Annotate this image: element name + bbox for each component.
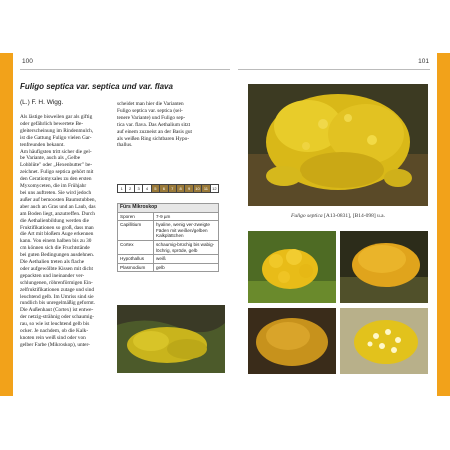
body-text-line: die Art mit bloßem Auge erkennen bbox=[20, 231, 94, 238]
photo-fuligo-net-structure bbox=[340, 308, 428, 374]
caption-species: Fuligo septica bbox=[291, 213, 323, 219]
month-cell: 1 bbox=[118, 185, 126, 192]
body-text-line: gepackten und ineinander ver- bbox=[20, 272, 85, 279]
body-text-line: Am häufigsten tritt sicher die gel- bbox=[20, 148, 92, 155]
photo-fuligo-on-moss bbox=[248, 231, 336, 303]
table-value: gelb bbox=[154, 263, 219, 272]
table-key: Sporen bbox=[118, 212, 154, 221]
body-text-line: tenfreunden bekannt. bbox=[20, 141, 65, 148]
month-cell: 4 bbox=[143, 185, 151, 192]
table-key: Capillitium bbox=[118, 221, 154, 241]
table-row bbox=[118, 212, 219, 221]
body-text-line: die Aethalienbildung werden die bbox=[20, 217, 89, 224]
table-row bbox=[118, 255, 219, 264]
month-cell: 12 bbox=[212, 186, 217, 191]
body-text-line: den Ceratiomyxales zu den ersten bbox=[20, 176, 92, 183]
body-text-line: Fuligo septica var. septica (sel- bbox=[117, 107, 183, 114]
month-scale bbox=[117, 184, 219, 193]
table-value: 7-9 µm bbox=[154, 212, 219, 221]
table-value: weiß bbox=[154, 255, 219, 264]
body-text-line: auf einem zuzneist an der Basis gut bbox=[117, 128, 193, 135]
body-text-line: Die Außenhaut (Cortex) ist entwe- bbox=[20, 307, 94, 314]
body-text-line: außer auf bemoosten Baumstubben, bbox=[20, 196, 96, 203]
body-text-line: Myxomyceten, die im Frühjahr bbox=[20, 183, 87, 190]
left-header-rule bbox=[20, 55, 230, 70]
table-row bbox=[118, 221, 219, 241]
body-text-line: oder aufgewölbte Kissen mit dicht bbox=[20, 265, 93, 272]
table-value: hyaline, wenig ver-zweigte Fäden mit weißen/gelben Kalkplättchen bbox=[154, 221, 219, 241]
body-text-line: aber auch an Gras und an Laub, das bbox=[20, 203, 96, 210]
table-key: Hypothallus bbox=[118, 255, 154, 264]
body-text-line: tica var. flava. Das Aethalium sitzt bbox=[117, 121, 191, 128]
body-text-line: tenere Variante) und Fuligo sep- bbox=[117, 114, 186, 121]
body-text-line: be Variante, auch als „Gelbe bbox=[20, 155, 81, 162]
photo-fuligo-on-wood bbox=[248, 308, 336, 374]
species-author: (L.) F. H. Wigg. bbox=[20, 99, 64, 106]
table-key: Cortex bbox=[118, 240, 154, 254]
month-cell: 9 bbox=[185, 185, 193, 192]
body-text-line: Fruktifikationen so groß, dass man bbox=[20, 224, 94, 231]
left-edge-tab bbox=[0, 53, 13, 396]
microscope-table-header: Fürs Mikroskop bbox=[118, 204, 219, 213]
body-text-line: knoten rein weiß sind oder von bbox=[20, 335, 86, 341]
table-row bbox=[118, 240, 219, 254]
photo-caption bbox=[248, 213, 428, 219]
month-cell: 2 bbox=[126, 185, 134, 192]
month-cell: 11 bbox=[202, 185, 210, 192]
right-header-rule bbox=[238, 55, 430, 70]
photo-fuligo-cushion bbox=[340, 231, 428, 303]
microscope-table-body bbox=[118, 212, 219, 272]
body-text-line: zelfruktifikationen zutage und sind bbox=[20, 286, 94, 293]
body-text-line: Lohblüte" oder „Hexenbutter" be- bbox=[20, 162, 93, 169]
body-text-line: thallus. bbox=[117, 142, 133, 149]
body-text-line: bei uns auftreten. Sie wird jedoch bbox=[20, 189, 92, 196]
caption-refs: [A13-0831], [B14-098] u.a. bbox=[324, 213, 385, 219]
photo-large-yellow-fuligo bbox=[248, 84, 428, 206]
species-title: Fuligo septica var. septica und var. flava bbox=[20, 82, 173, 91]
table-key: Plasmodium bbox=[118, 263, 154, 272]
body-text-line: am Boden liegt, anzutreffen. Durch bbox=[20, 210, 95, 217]
month-cell: 5 bbox=[152, 185, 160, 192]
body-text-line: cm können sich die Fruchtstände bbox=[20, 245, 90, 252]
body-text-line: ocker. Je nachdem, ob die Kalk- bbox=[20, 328, 89, 335]
month-cell: 10 bbox=[194, 185, 202, 192]
body-text-line: leuchtend gelb. Im Umriss sind sie bbox=[20, 293, 94, 300]
body-text-line: Als lästige bisweilen gar als giftig bbox=[20, 114, 93, 120]
month-cell: 6 bbox=[160, 185, 168, 192]
right-page-number: 101 bbox=[418, 58, 429, 65]
photo-fuligo-on-leaves bbox=[117, 305, 225, 373]
body-text-line: zeichnet. Fuligo septica gehört mit bbox=[20, 169, 94, 176]
body-text-line: gleiterscheinung im Rindenmulch, bbox=[20, 127, 94, 134]
body-text-line: schlungenen, röhrenförmigen Ein- bbox=[20, 279, 93, 286]
month-cell: 8 bbox=[177, 185, 185, 192]
body-text-line: bei guten Bedingungen ausdehnen. bbox=[20, 252, 95, 259]
body-text-line: gelber Farbe (Mikroskop), unter- bbox=[20, 341, 90, 348]
table-row bbox=[118, 263, 219, 272]
table-value: schaumig-brüchig bis wabig-löchrig, spröde, gelb bbox=[154, 240, 219, 254]
left-page-number: 100 bbox=[22, 58, 33, 65]
right-edge-tab bbox=[437, 53, 450, 396]
body-text-line: kann. Von einem halben bis zu 30 bbox=[20, 238, 92, 245]
body-column-1 bbox=[20, 114, 118, 349]
body-text-line: als weißen Ring sichtbaren Hypo- bbox=[117, 135, 190, 142]
body-column-2 bbox=[117, 101, 219, 149]
body-text-line: oder gefährlich bewertete Be- bbox=[20, 120, 84, 127]
microscope-table bbox=[117, 203, 219, 272]
body-text-line: ist die Gattung Fuligo vielen Gar- bbox=[20, 134, 92, 141]
month-cell: 3 bbox=[135, 185, 143, 192]
body-text-line: scheidet man hier die Varianten bbox=[117, 101, 184, 107]
body-text-line: rau, so wie ist leuchtend gelb bis bbox=[20, 321, 90, 328]
body-text-line: der netzig-strähnig oder schaumig- bbox=[20, 314, 94, 321]
month-cell: 7 bbox=[169, 185, 177, 192]
body-text-line: Die Aethalien treten als flache bbox=[20, 259, 85, 266]
body-text-line: rundlich bis unregelmäßig geformt. bbox=[20, 300, 96, 307]
